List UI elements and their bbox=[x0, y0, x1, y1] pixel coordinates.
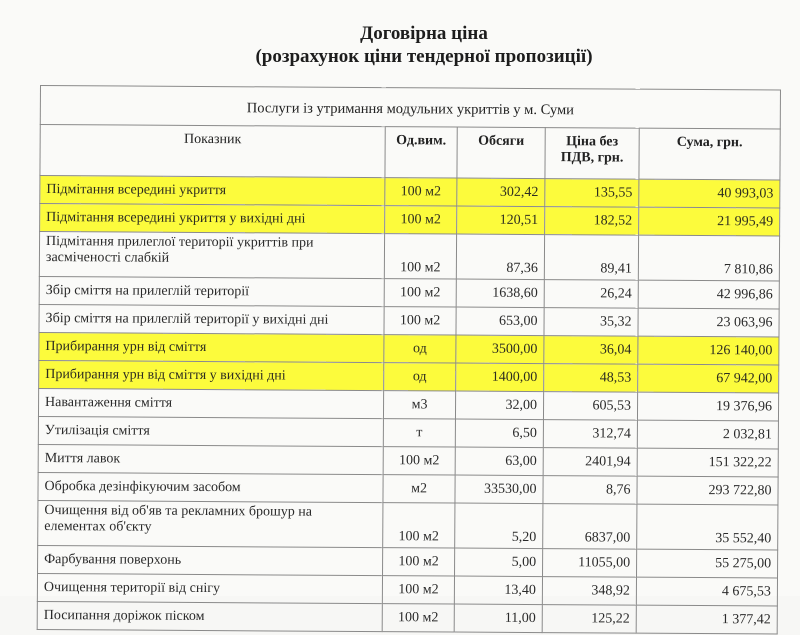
cell-name: Посипання доріжок піском bbox=[37, 601, 382, 631]
cell-sum: 42 996,86 bbox=[638, 280, 779, 309]
cell-name: Навантаження сміття bbox=[38, 388, 383, 418]
table-row bbox=[39, 276, 779, 309]
cell-volume: 653,00 bbox=[456, 307, 544, 336]
column-header-volume: Обсяги bbox=[457, 127, 545, 179]
cell-sum: 21 995,49 bbox=[639, 207, 780, 236]
table-row bbox=[38, 472, 778, 505]
table-row bbox=[38, 416, 778, 449]
column-header-name: Показник bbox=[40, 125, 385, 178]
cell-price: 605,53 bbox=[543, 392, 637, 421]
cell-volume: 33530,00 bbox=[455, 475, 543, 504]
cell-unit: 100 м2 bbox=[385, 178, 457, 206]
cell-volume: 1638,60 bbox=[456, 279, 544, 308]
table-row bbox=[38, 500, 778, 550]
table-row bbox=[37, 573, 777, 606]
cell-unit: 100 м2 bbox=[383, 503, 455, 548]
cell-price: 348,92 bbox=[542, 577, 636, 606]
cell-price: 8,76 bbox=[543, 476, 637, 505]
cell-price: 26,24 bbox=[544, 280, 638, 309]
cell-price: 89,41 bbox=[544, 235, 638, 281]
cell-sum: 2 032,81 bbox=[637, 420, 778, 449]
table-caption: Послуги із утримання модульних укриттів у м. Суми bbox=[40, 86, 780, 130]
cell-price: 48,53 bbox=[544, 364, 638, 393]
cell-sum: 19 376,96 bbox=[637, 392, 778, 421]
cell-sum: 67 942,00 bbox=[638, 364, 779, 393]
cell-volume: 302,42 bbox=[457, 178, 545, 207]
cell-unit: 100 м2 bbox=[382, 576, 454, 604]
cell-volume: 5,20 bbox=[455, 503, 543, 549]
cell-unit: 100 м2 bbox=[384, 279, 456, 307]
cell-volume: 32,00 bbox=[455, 391, 543, 420]
table-row bbox=[40, 204, 780, 237]
cell-sum: 151 322,22 bbox=[637, 448, 778, 477]
table-caption-row bbox=[40, 86, 780, 130]
cell-volume: 87,36 bbox=[456, 234, 544, 280]
column-header-sum: Сума, грн. bbox=[639, 128, 780, 180]
cell-name: Збір сміття на прилеглій території bbox=[39, 276, 384, 306]
cell-price: 135,55 bbox=[545, 179, 639, 208]
cell-name: Очищення території від снігу bbox=[37, 573, 382, 603]
cell-unit: 100 м2 bbox=[384, 307, 456, 335]
cell-sum: 4 675,53 bbox=[636, 577, 777, 606]
table-row bbox=[39, 360, 779, 393]
cell-name: Збір сміття на прилеглій території у вихідні дні bbox=[39, 304, 384, 334]
table-row bbox=[38, 388, 778, 421]
cell-sum: 23 063,96 bbox=[638, 308, 779, 337]
cell-price: 35,32 bbox=[544, 308, 638, 337]
table-row bbox=[38, 545, 778, 578]
cell-volume: 120,51 bbox=[457, 206, 545, 235]
cell-sum: 55 275,00 bbox=[637, 549, 778, 578]
cell-sum: 7 810,86 bbox=[638, 235, 779, 281]
cell-volume: 11,00 bbox=[454, 604, 542, 633]
cell-sum: 293 722,80 bbox=[637, 476, 778, 505]
cell-unit: 100 м2 bbox=[383, 548, 455, 576]
cell-name: Підмітання прилеглої території укриттів при засміченості слабкій bbox=[39, 232, 384, 279]
table-row bbox=[37, 601, 777, 634]
cell-unit: 100 м2 bbox=[383, 447, 455, 475]
cell-volume: 13,40 bbox=[454, 576, 542, 605]
cell-price: 312,74 bbox=[543, 420, 637, 449]
cell-price: 11055,00 bbox=[543, 549, 637, 578]
table-row bbox=[38, 444, 778, 477]
column-header-unit: Од.вим. bbox=[385, 127, 457, 178]
column-header-price: Ціна без ПДВ, грн. bbox=[545, 128, 639, 180]
cell-name: Фарбування поверхонь bbox=[38, 545, 383, 575]
cell-sum: 35 552,40 bbox=[637, 504, 778, 550]
document-title: Договірна ціна bbox=[360, 23, 488, 44]
cell-price: 36,04 bbox=[544, 336, 638, 365]
cell-name: Очищення від об'яв та рекламних брошур на елементах об'єкту bbox=[38, 500, 383, 547]
cell-unit: 100 м2 bbox=[382, 604, 454, 632]
cell-name: Підмітання всередині укриття bbox=[40, 176, 385, 206]
cell-name: Прибирання урн від сміття у вихідні дні bbox=[39, 360, 384, 390]
table-row bbox=[40, 176, 780, 209]
table-header-row bbox=[40, 125, 780, 181]
price-table-wrapper bbox=[37, 85, 780, 627]
cell-unit: м2 bbox=[383, 475, 455, 503]
cell-volume: 5,00 bbox=[455, 548, 543, 577]
cell-name: Прибирання урн від сміття bbox=[39, 332, 384, 362]
price-table bbox=[37, 85, 781, 635]
cell-volume: 3500,00 bbox=[456, 335, 544, 364]
table-row bbox=[39, 232, 779, 282]
cell-name: Обробка дезінфікуючим засобом bbox=[38, 472, 383, 502]
table-body bbox=[37, 176, 780, 635]
cell-price: 6837,00 bbox=[543, 504, 637, 550]
cell-sum: 126 140,00 bbox=[638, 336, 779, 365]
cell-volume: 1400,00 bbox=[456, 363, 544, 392]
table-row bbox=[39, 304, 779, 337]
cell-sum: 40 993,03 bbox=[639, 179, 780, 208]
document-subtitle: (розрахунок ціни тендерної пропозиції) bbox=[255, 46, 593, 67]
cell-price: 2401,94 bbox=[543, 448, 637, 477]
cell-unit: 100 м2 bbox=[385, 206, 457, 234]
cell-volume: 63,00 bbox=[455, 447, 543, 476]
cell-unit: од bbox=[384, 363, 456, 391]
cell-name: Миття лавок bbox=[38, 444, 383, 474]
cell-price: 125,22 bbox=[542, 605, 636, 634]
cell-name: Утилізація сміття bbox=[38, 416, 383, 446]
cell-unit: од bbox=[384, 335, 456, 363]
cell-unit: 100 м2 bbox=[384, 234, 456, 279]
cell-unit: м3 bbox=[383, 391, 455, 419]
cell-price: 182,52 bbox=[545, 207, 639, 236]
cell-volume: 6,50 bbox=[455, 419, 543, 448]
table-row bbox=[39, 332, 779, 365]
cell-sum: 1 377,42 bbox=[636, 605, 777, 634]
cell-unit: т bbox=[383, 419, 455, 447]
cell-name: Підмітання всередині укриття у вихідні дні bbox=[40, 204, 385, 234]
